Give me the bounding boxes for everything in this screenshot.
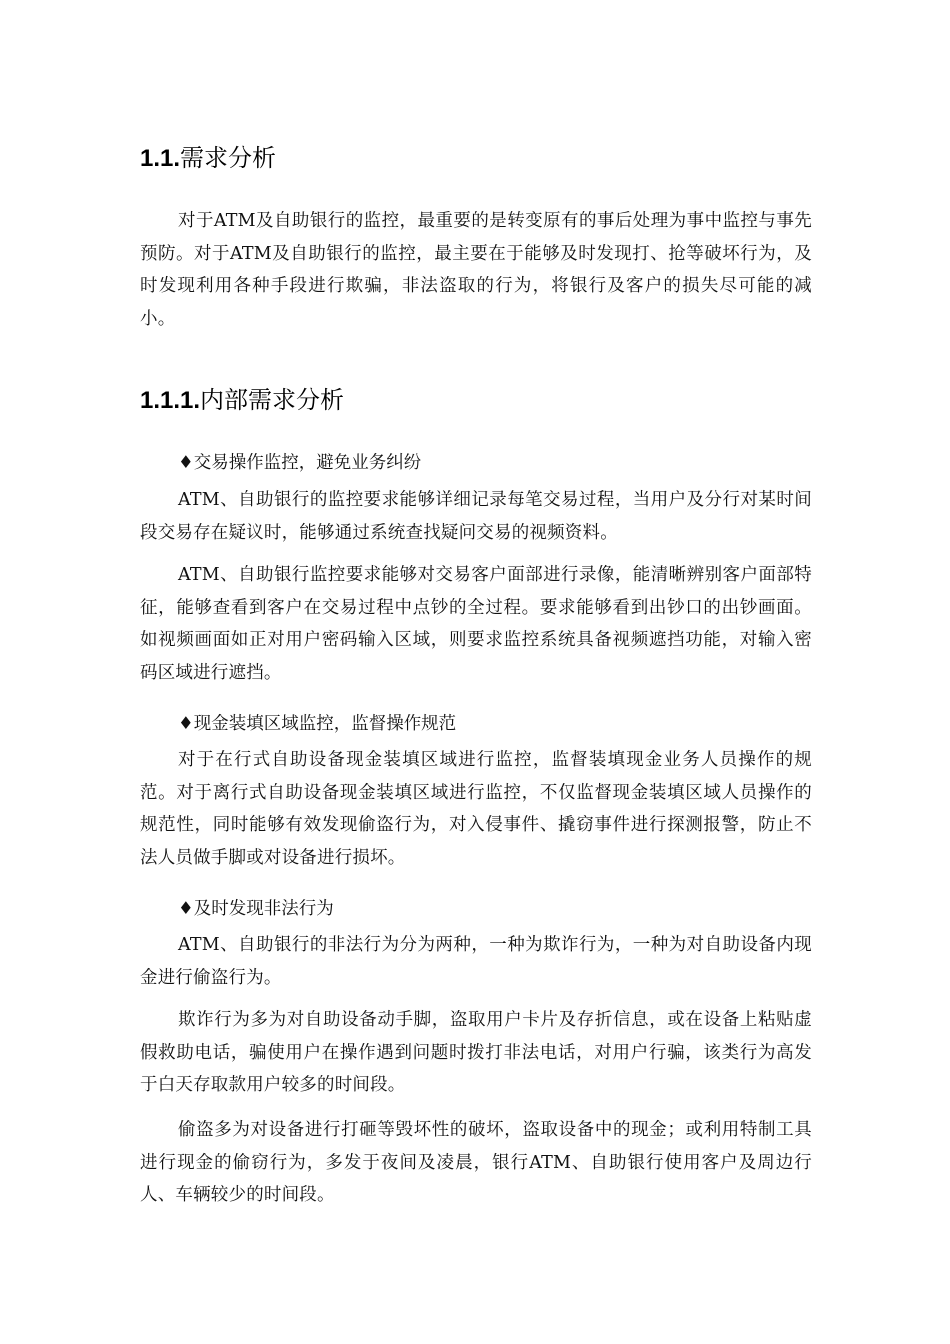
section-number: 1.1. xyxy=(140,145,181,172)
paragraph-transaction-record: ATM、自助银行的监控要求能够详细记录每笔交易过程，当用户及分行对某时间段交易存在疑议时，能够通过系统查找疑问交易的视频资料。 xyxy=(140,490,812,543)
subsection-title: 内部需求分析 xyxy=(200,386,345,414)
subsection-heading xyxy=(140,380,344,415)
intro-paragraph: 对于ATM及自助银行的监控，最重要的是转变原有的事后处理为事中监控与事先预防。对于ATM及自助银行的监控，最主要在于能够及时发现打、抢等破坏行为，及时发现利用各种手段进行欺骗，非法盗取的行为，将银行及客户的损失尽可能的减小。 xyxy=(140,211,812,330)
paragraph-illegal-types: ATM、自助银行的非法行为分为两种，一种为欺诈行为，一种为对自助设备内现金进行偷盗行为。 xyxy=(140,935,812,988)
paragraph-theft: 偷盗多为对设备进行打砸等毁坏性的破坏，盗取设备中的现金；或利用特制工具进行现金的偷窃行为，多发于夜间及凌晨，银行ATM、自助银行使用客户及周边行人、车辆较少的时间段。 xyxy=(140,1120,812,1206)
paragraph-cash-loading: 对于在行式自助设备现金装填区域进行监控，监督装填现金业务人员操作的规范。对于离行式自助设备现金装填区域进行监控，不仅监督现金装填区域人员操作的规范性，同时能够有效发现偷盗行为，对入侵事件、撬窃事件进行探测报警，防止不法人员做手脚或对设备进行损坏。 xyxy=(140,750,812,869)
bullet-transaction-monitoring: ♦交易操作监控，避免业务纠纷 xyxy=(178,453,422,473)
bullet-illegal-behavior: ♦及时发现非法行为 xyxy=(178,899,334,919)
paragraph-face-recording: ATM、自助银行监控要求能够对交易客户面部进行录像，能清晰辨别客户面部特征，能够查看到客户在交易过程中点钞的全过程。要求能够看到出钞口的出钞画面。如视频画面如正对用户密码输入区域，则要求监控系统具备视频遮挡功能，对输入密码区域进行遮挡。 xyxy=(140,565,812,684)
section-title: 需求分析 xyxy=(180,144,277,172)
subsection-number: 1.1.1. xyxy=(140,387,201,414)
paragraph-fraud: 欺诈行为多为对自助设备动手脚，盗取用户卡片及存折信息，或在设备上粘贴虚假救助电话，骗使用户在操作遇到问题时拨打非法电话，对用户行骗，该类行为高发于白天存取款用户较多的时间段。 xyxy=(140,1010,812,1096)
bullet-cash-loading: ♦现金装填区域监控，监督操作规范 xyxy=(178,714,457,734)
section-heading xyxy=(140,138,276,173)
